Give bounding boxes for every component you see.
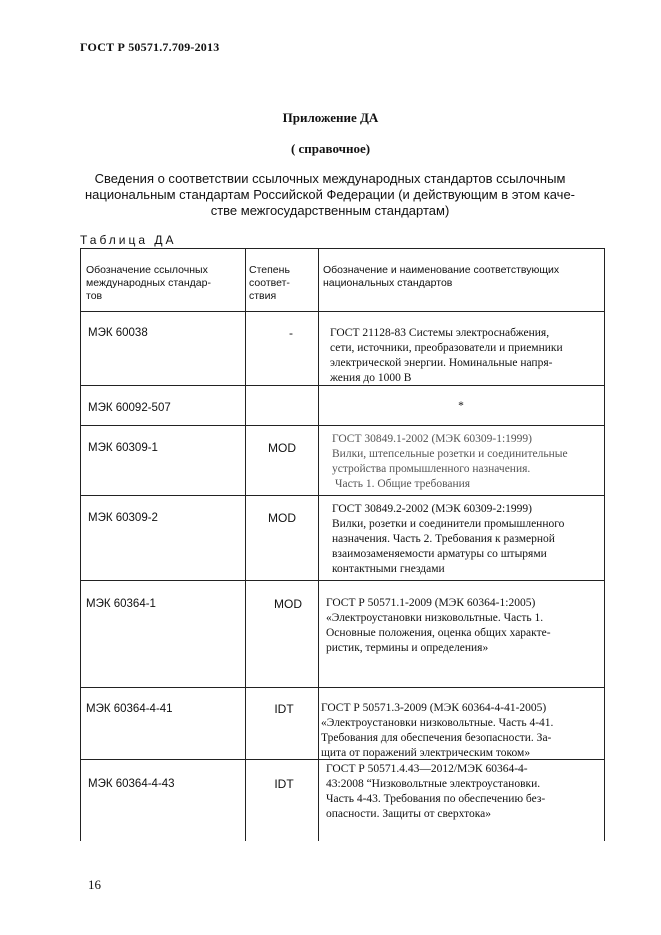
standard-line: ГОСТ Р 50571.4.43—2012/МЭК 60364-4- bbox=[326, 763, 528, 775]
header-line: ствия bbox=[249, 290, 277, 302]
standard-line: жения до 1000 В bbox=[330, 372, 412, 384]
standard-line: Вилки, розетки и соединители промышленного bbox=[332, 518, 565, 530]
header-line: Степень bbox=[249, 264, 290, 276]
table-row-degree: MOD bbox=[268, 441, 296, 455]
table-row-code: МЭК 60309-2 bbox=[88, 512, 158, 524]
table-row-code: МЭК 60092-507 bbox=[88, 402, 171, 414]
intro-line: стве межгосударственным стандартам) bbox=[210, 203, 450, 218]
standard-line: взаимозаменяемости арматуры со штырями bbox=[332, 548, 547, 560]
table-row-code: МЭК 60364-4-41 bbox=[86, 703, 173, 715]
standard-line: щита от поражений электрическим током» bbox=[321, 747, 531, 759]
table-row-standard bbox=[332, 502, 604, 577]
standard-line: электрической энергии. Номинальные напря- bbox=[330, 357, 553, 369]
table-row-degree: MOD bbox=[268, 511, 296, 525]
standard-line: «Электроустановки низковольтные. Часть 1. bbox=[326, 612, 544, 624]
table-row-code: МЭК 60364-4-43 bbox=[88, 778, 175, 790]
table-row-degree: IDT bbox=[274, 777, 294, 791]
standard-line: ристик, термины и определения» bbox=[326, 642, 489, 654]
standard-line: Вилки, штепсельные розетки и соединительные bbox=[332, 448, 568, 460]
appendix-title: Приложение ДА bbox=[282, 110, 379, 125]
appendix-intro bbox=[80, 171, 580, 219]
standard-line: сети, источники, преобразователи и приемники bbox=[330, 342, 563, 354]
table-row-code: МЭК 60309-1 bbox=[88, 442, 158, 454]
appendix-subtitle: ( справочное) bbox=[290, 141, 371, 156]
header-line: международных стандар- bbox=[86, 277, 211, 289]
document-code: ГОСТ Р 50571.7.709-2013 bbox=[80, 40, 220, 54]
row-divider bbox=[81, 495, 604, 496]
row-divider bbox=[81, 425, 604, 426]
standard-line: 43:2008 “Низковольтные электроустановки. bbox=[326, 778, 541, 790]
standard-line: Часть 4-43. Требования по обеспечению без- bbox=[326, 793, 546, 805]
header-line: тов bbox=[86, 290, 103, 302]
header-degree-column bbox=[249, 264, 315, 303]
intro-line: национальным стандартам Российской Федерации (и действующим в этом каче- bbox=[84, 187, 576, 202]
standard-line: Требования для обеспечения безопасности. За- bbox=[321, 732, 552, 744]
standard-line: ГОСТ Р 50571.1-2009 (МЭК 60364-1:2005) bbox=[326, 597, 536, 609]
table-row-standard bbox=[321, 701, 603, 761]
row-divider bbox=[81, 580, 604, 581]
table-row-standard bbox=[332, 432, 604, 492]
header-line: Обозначение и наименование соответствующих bbox=[323, 264, 560, 276]
header-standard-column bbox=[323, 264, 603, 290]
table-row-standard bbox=[330, 326, 600, 386]
table-caption: Таблица ДА bbox=[80, 233, 177, 247]
header-line: национальных стандартов bbox=[323, 277, 453, 289]
standard-line: ГОСТ 30849.2-2002 (МЭК 60309-2:1999) bbox=[332, 503, 533, 515]
correspondence-table bbox=[80, 248, 605, 841]
table-row-code: МЭК 60364-1 bbox=[86, 598, 156, 610]
table-row-degree: MOD bbox=[274, 597, 302, 611]
standard-line: контактными гнездами bbox=[332, 563, 445, 575]
standard-line: опасности. Защиты от сверхтока» bbox=[326, 808, 492, 820]
table-row-degree: IDT bbox=[274, 702, 294, 716]
header-code-column bbox=[86, 264, 241, 303]
header-line: соответ- bbox=[249, 277, 290, 289]
standard-line: Часть 1. Общие требования bbox=[335, 478, 471, 490]
standard-line: «Электроустановки низковольтные. Часть 4-41. bbox=[321, 717, 554, 729]
standard-line: Основные положения, оценка общих характе- bbox=[326, 627, 551, 639]
row-divider bbox=[81, 311, 604, 312]
intro-line: Сведения о соответствии ссылочных международных стандартов ссылочным bbox=[94, 171, 566, 186]
row-divider bbox=[81, 687, 604, 688]
table-row-standard bbox=[326, 762, 602, 822]
page-number: 16 bbox=[88, 877, 101, 892]
column-divider bbox=[245, 249, 246, 841]
column-divider bbox=[318, 249, 319, 841]
table-row-standard: * bbox=[458, 400, 464, 412]
standard-line: ГОСТ 30849.1-2002 (МЭК 60309-1:1999) bbox=[332, 433, 533, 445]
standard-line: ГОСТ 21128-83 Системы электроснабжения, bbox=[330, 327, 550, 339]
table-row-standard bbox=[326, 596, 598, 656]
header-line: Обозначение ссылочных bbox=[86, 264, 208, 276]
standard-line: устройства промышленного назначения. bbox=[332, 463, 531, 475]
table-row-code: МЭК 60038 bbox=[88, 327, 148, 339]
table-row-degree: - bbox=[289, 326, 293, 340]
standard-line: назначения. Часть 2. Требования к размерной bbox=[332, 533, 555, 545]
standard-line: ГОСТ Р 50571.3-2009 (МЭК 60364-4-41-2005) bbox=[321, 702, 547, 714]
